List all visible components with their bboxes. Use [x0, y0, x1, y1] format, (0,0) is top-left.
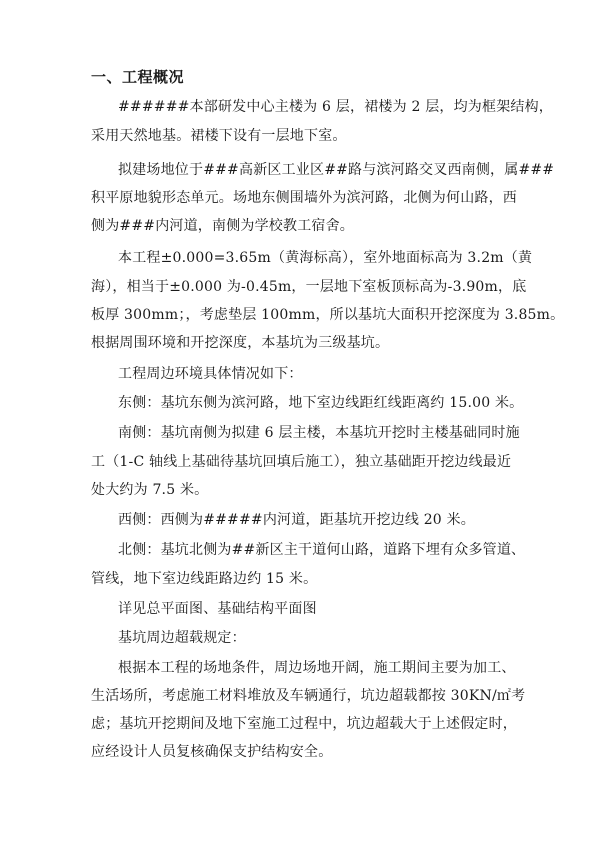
- paragraph-line: 南侧：基坑南侧为拟建 6 层主楼，本基坑开挖时主楼基础同时施: [118, 425, 520, 441]
- paragraph-line: 工程周边环境具体情况如下：: [118, 366, 303, 382]
- paragraph-line: 海），相当于±0.000 为-0.45m，一层地下室板顶标高为-3.90m，底: [91, 279, 527, 295]
- paragraph-line: 处大约为 7.5 米。: [91, 482, 209, 498]
- paragraph-line: 采用天然地基。裙楼下设有一层地下室。: [91, 128, 347, 144]
- paragraph-line: 北侧：基坑北侧为##新区主干道何山路，道路下埋有众多管道、: [118, 542, 526, 558]
- paragraph-line: 根据本工程的场地条件，周边场地开阔，施工期间主要为加工、: [118, 660, 516, 676]
- section-heading: 一、工程概况: [91, 68, 185, 86]
- paragraph-line: 积平原地貌形态单元。场地东侧围墙外为滨河路，北侧为何山路，西: [91, 190, 517, 206]
- paragraph-line: 侧为###内河道，南侧为学校教工宿舍。: [91, 218, 354, 234]
- paragraph-line: 板厚 300mm；，考虑垫层 100mm，所以基坑大面积开挖深度为 3.85m。: [91, 307, 565, 323]
- paragraph-line: 本工程±0.000=3.65m（黄海标高），室外地面标高为 3.2m（黄: [118, 250, 533, 266]
- paragraph-line: 东侧：基坑东侧为滨河路，地下室边线距红线距离约 15.00 米。: [118, 395, 524, 411]
- paragraph-line: 应经设计人员复核确保支护结构安全。: [91, 744, 333, 760]
- paragraph-line: 详见总平面图、基础结构平面图: [118, 601, 317, 617]
- paragraph-line: ######本部研发中心主楼为 6 层，裙楼为 2 层，均为框架结构，: [118, 99, 553, 115]
- paragraph-line: 西侧：西侧为#####内河道，距基坑开挖边线 20 米。: [118, 512, 475, 528]
- paragraph-line: 根据周围环境和开挖深度，本基坑为三级基坑。: [91, 335, 390, 351]
- paragraph-line: 生活场所，考虑施工材料堆放及车辆通行，坑边超载都按 30KN/㎡考: [91, 688, 526, 704]
- paragraph-line: 拟建场地位于###高新区工业区##路与滨河路交叉西南侧，属###: [118, 162, 555, 178]
- paragraph-line: 虑；基坑开挖期间及地下室施工过程中，坑边超载大于上述假定时，: [91, 716, 517, 732]
- paragraph-line: 管线，地下室边线距路边约 15 米。: [91, 571, 318, 587]
- paragraph-line: 工（1-C 轴线上基础待基坑回填后施工），独立基础距开挖边线最近: [91, 454, 512, 470]
- paragraph-line: 基坑周边超载规定：: [118, 630, 246, 646]
